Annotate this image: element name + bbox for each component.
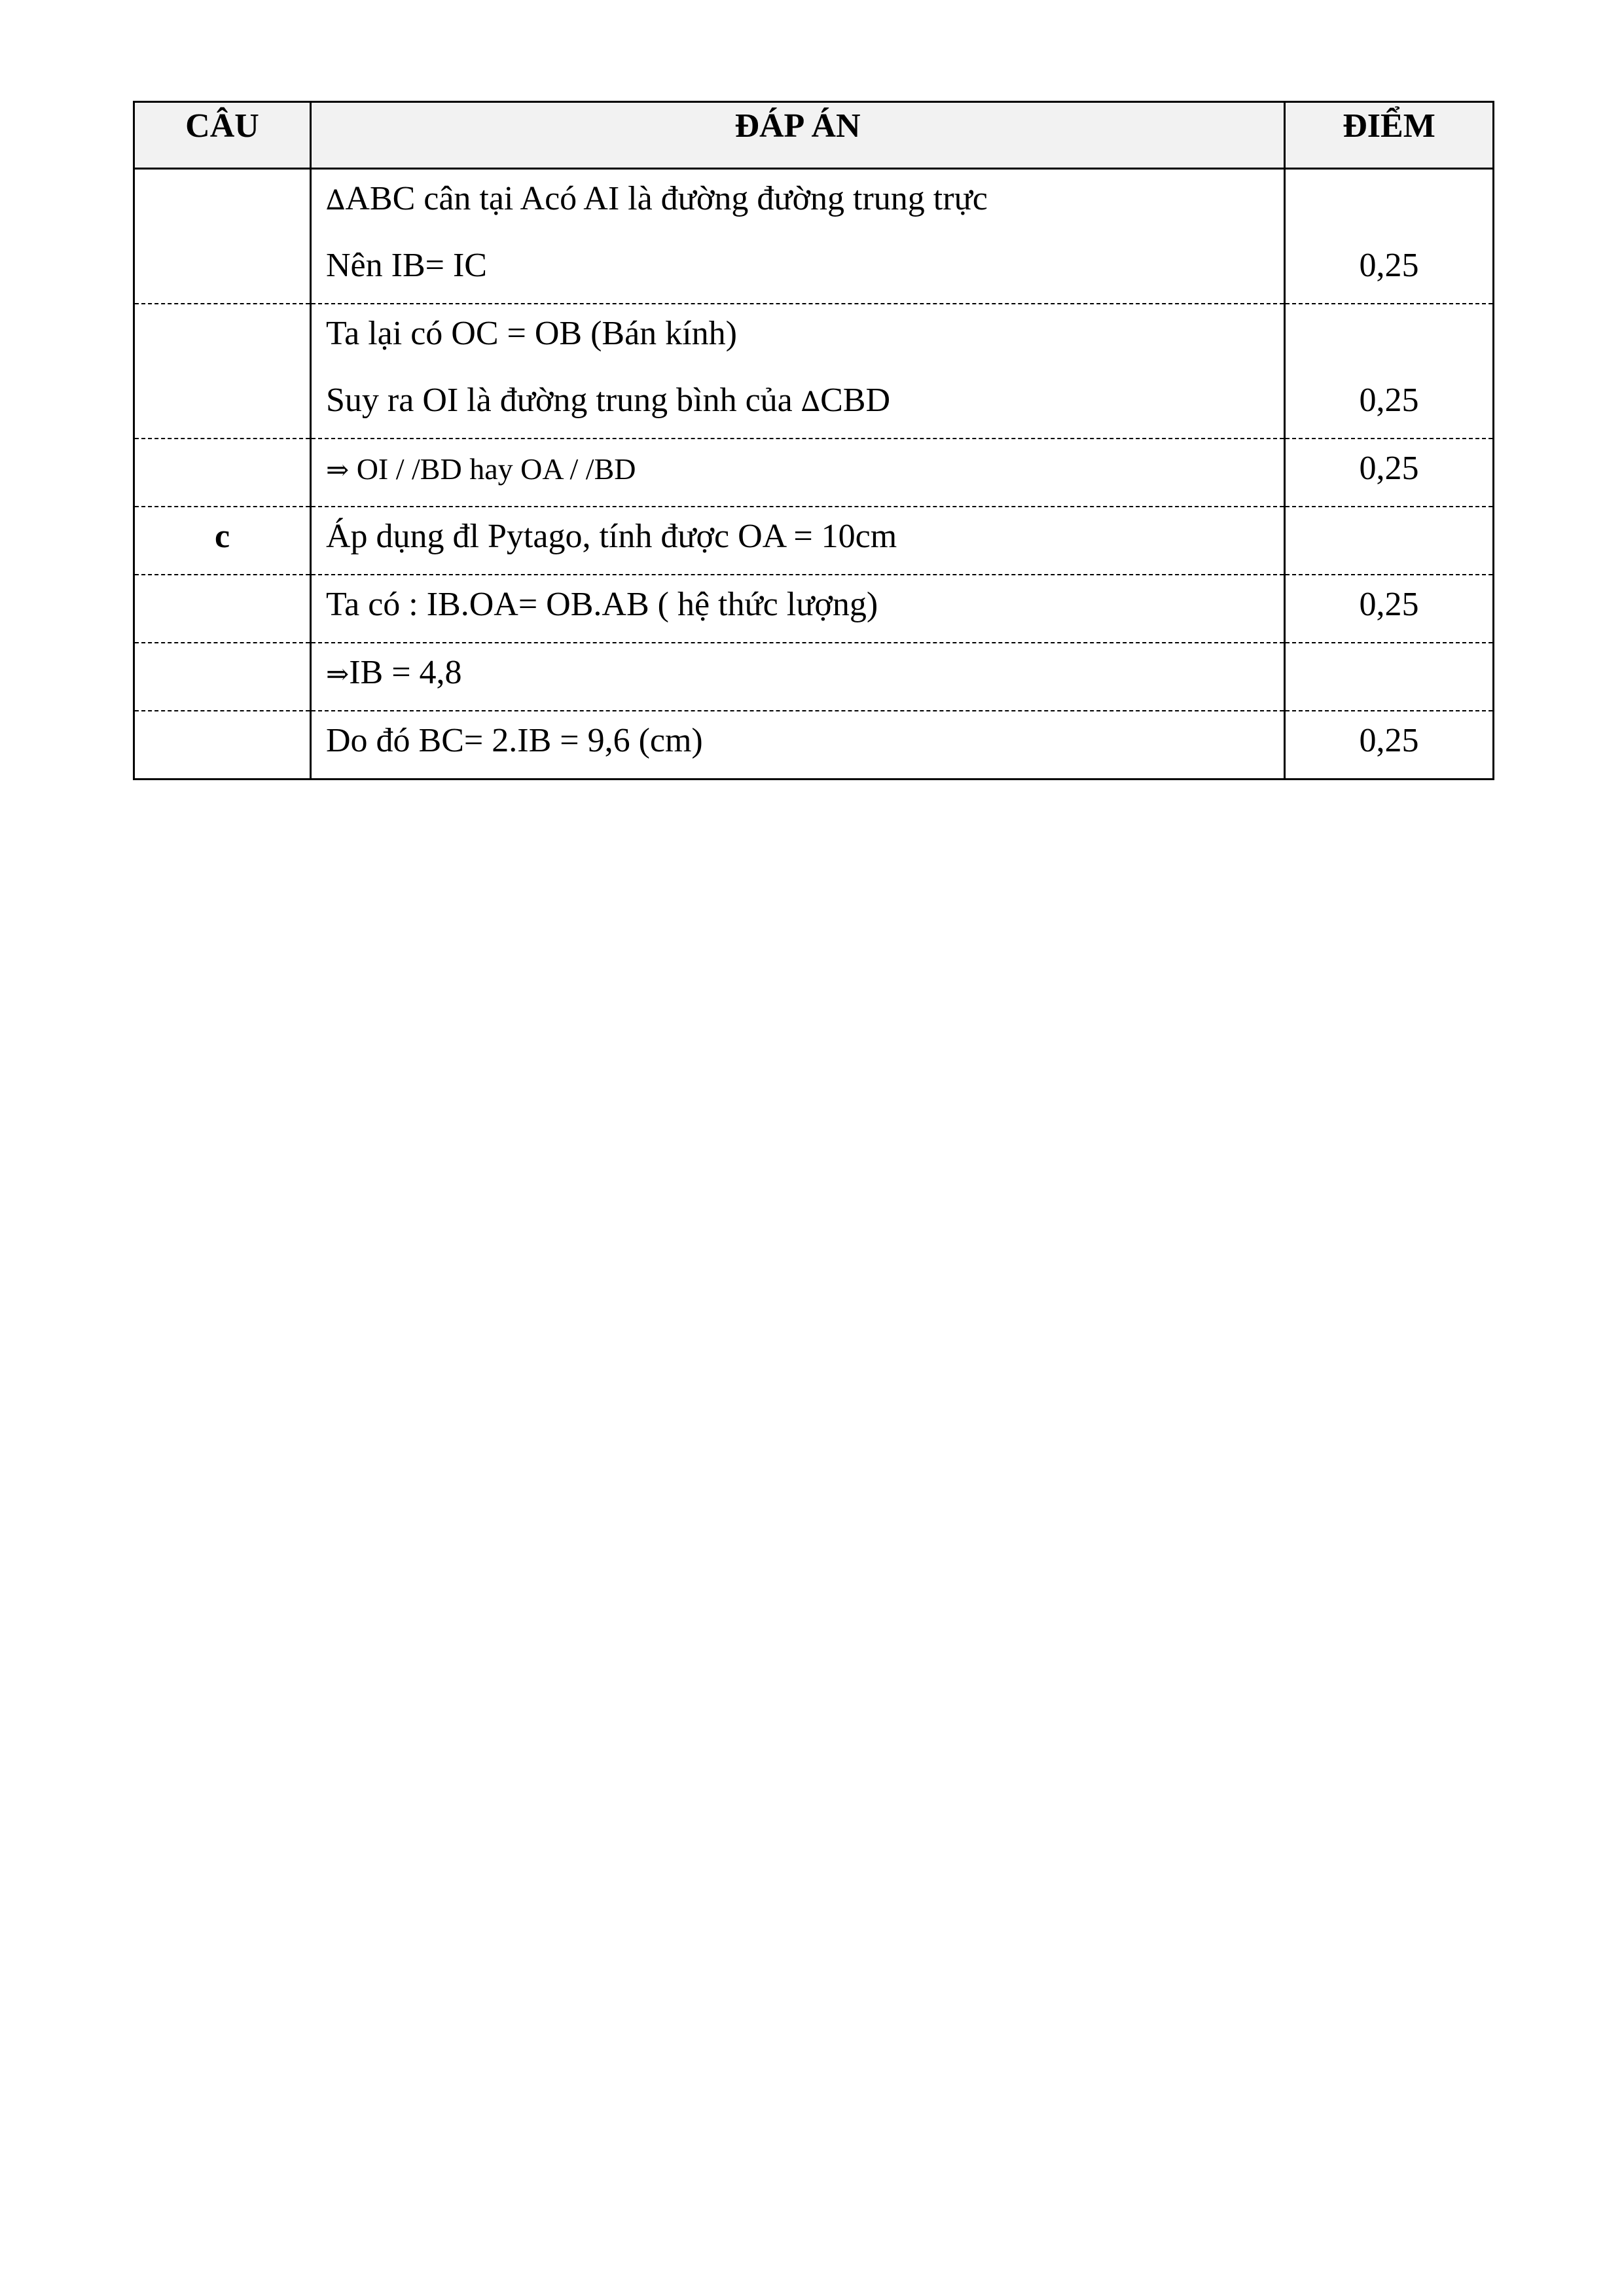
dap-an-cell (311, 507, 1285, 575)
triangle-symbol: ∆ (326, 184, 346, 216)
score-line: 0,25 (1359, 247, 1419, 284)
answer-line (326, 711, 1284, 778)
answer-line (326, 439, 1284, 506)
answer-line (326, 643, 1284, 710)
cau-cell (134, 575, 311, 643)
answer-text: Do đó BC= 2.IB = 9,6 (cm) (326, 722, 703, 759)
table-row (134, 711, 1494, 780)
answer-text: ABC cân tại Acó AI là đường đường trung trực (345, 180, 988, 217)
answer-text: Ta có : IB.OA= OB.AB ( hệ thức lượng) (326, 586, 878, 623)
dap-an-cell (311, 439, 1285, 507)
answer-text: OI / /BD hay OA / /BD (349, 452, 636, 486)
dap-an-cell (311, 711, 1285, 780)
score-line: 0,25 (1359, 586, 1419, 623)
diem-cell (1285, 711, 1494, 780)
header-cau: CÂU (134, 102, 311, 169)
dap-an-cell (311, 643, 1285, 711)
score-line (1286, 304, 1492, 371)
diem-cell (1285, 507, 1494, 575)
table-row (134, 169, 1494, 304)
answer-line (326, 304, 1284, 371)
diem-cell (1285, 304, 1494, 439)
answer-text: IB = 4,8 (349, 654, 462, 691)
table-row (134, 575, 1494, 643)
cau-cell (134, 507, 311, 575)
score-line: 0,25 (1359, 450, 1419, 487)
score-line (1286, 507, 1492, 574)
answer-line (326, 507, 1284, 574)
dap-an-cell (311, 169, 1285, 304)
table-row (134, 304, 1494, 439)
cau-cell (134, 169, 311, 304)
header-row (134, 102, 1494, 169)
table-row (134, 439, 1494, 507)
implies-symbol: ⇒ (326, 658, 350, 690)
answer-table (133, 101, 1494, 780)
answer-text: Áp dụng đl Pytago, tính được OA = 10cm (326, 518, 897, 555)
table-row (134, 643, 1494, 711)
cau-label: c (214, 518, 230, 555)
score-line: 0,25 (1359, 382, 1419, 419)
diem-cell (1285, 169, 1494, 304)
dap-an-cell (311, 304, 1285, 439)
answer-line (326, 371, 1284, 438)
header-dap-an: ĐÁP ÁN (311, 102, 1285, 169)
answer-text: Suy ra OI là đường trung bình của (326, 382, 801, 419)
answer-text-suffix: CBD (820, 382, 891, 419)
diem-cell (1285, 439, 1494, 507)
diem-cell (1285, 643, 1494, 711)
answer-line (326, 170, 1284, 236)
answer-text: Nên IB= IC (326, 247, 487, 284)
cau-cell (134, 439, 311, 507)
answer-line (326, 575, 1284, 642)
score-line (1286, 643, 1492, 710)
implies-symbol: ⇒ (326, 454, 350, 486)
cau-cell (134, 304, 311, 439)
triangle-symbol: ∆ (801, 386, 821, 418)
table-row (134, 507, 1494, 575)
cau-cell (134, 711, 311, 780)
score-line (1286, 170, 1492, 236)
cau-cell (134, 643, 311, 711)
answer-line (326, 236, 1284, 303)
score-line: 0,25 (1359, 722, 1419, 759)
answer-text: Ta lại có OC = OB (Bán kính) (326, 315, 737, 352)
dap-an-cell (311, 575, 1285, 643)
header-diem: ĐIỂM (1285, 102, 1494, 169)
diem-cell (1285, 575, 1494, 643)
